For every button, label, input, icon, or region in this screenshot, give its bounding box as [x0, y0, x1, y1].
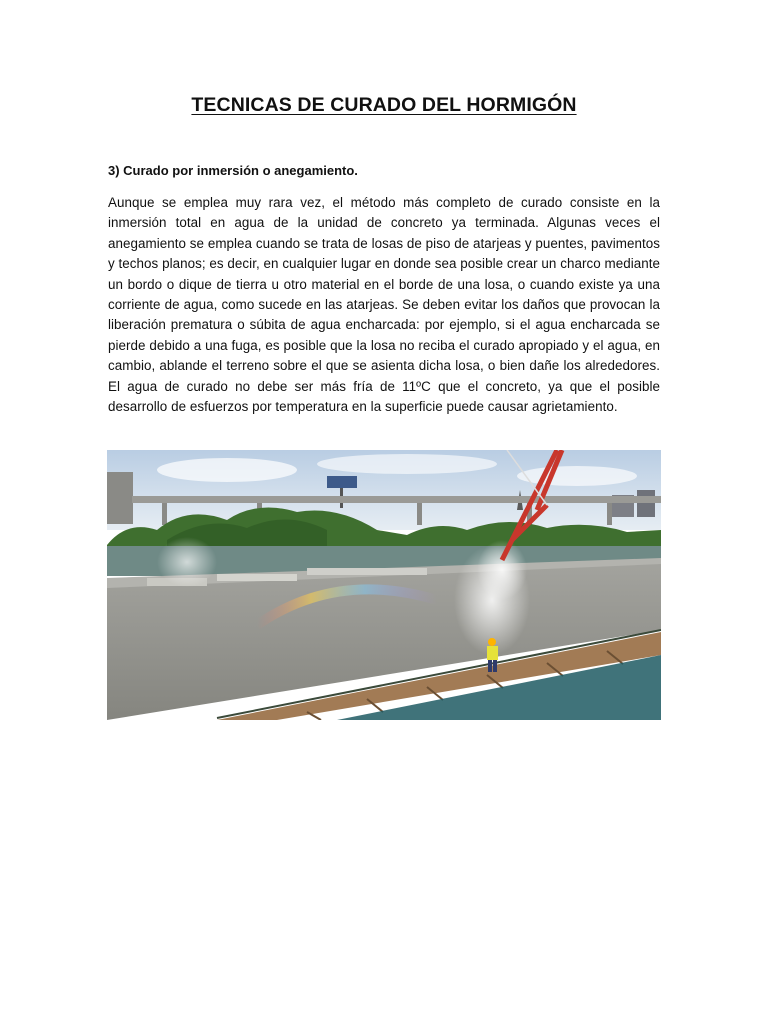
body-paragraph: Aunque se emplea muy rara vez, el método más completo de curado consiste en la inmersión total en agua de la unidad de concreto ya terminada. Algunas veces el anegamiento se emplea cuando se trata de losas de piso de atarjeas y puentes, pavimentos y techos planos; es decir, en cualquier lugar en donde sea posible crear un charco mediante un bordo o dique de tierra u otro material en el borde de una losa, o cuando existe ya una corriente de agua, como sucede en las atarjeas. Se deben evitar los daños que provocan la liberación prematura o súbita de agua encharcada: por ejemplo, si el agua encharcada se pierde debido a una fuga, es posible que la losa no reciba el curado apropiado y el agua, en cambio, ablande el terreno sobre el que se asienta dicha losa, o bien dañe los alrededores. El agua de curado no debe ser más fría de 11ºC que el concreto, ya que el posible desarrollo de esfuerzos por temperatura en la superficie puede causar agrietamiento.: [108, 195, 660, 415]
section-heading: 3) Curado por inmersión o anegamiento.: [108, 163, 358, 178]
highway: [132, 496, 661, 503]
curing-photo: [107, 450, 661, 720]
document-title: TECNICAS DE CURADO DEL HORMIGÓN: [191, 94, 577, 116]
